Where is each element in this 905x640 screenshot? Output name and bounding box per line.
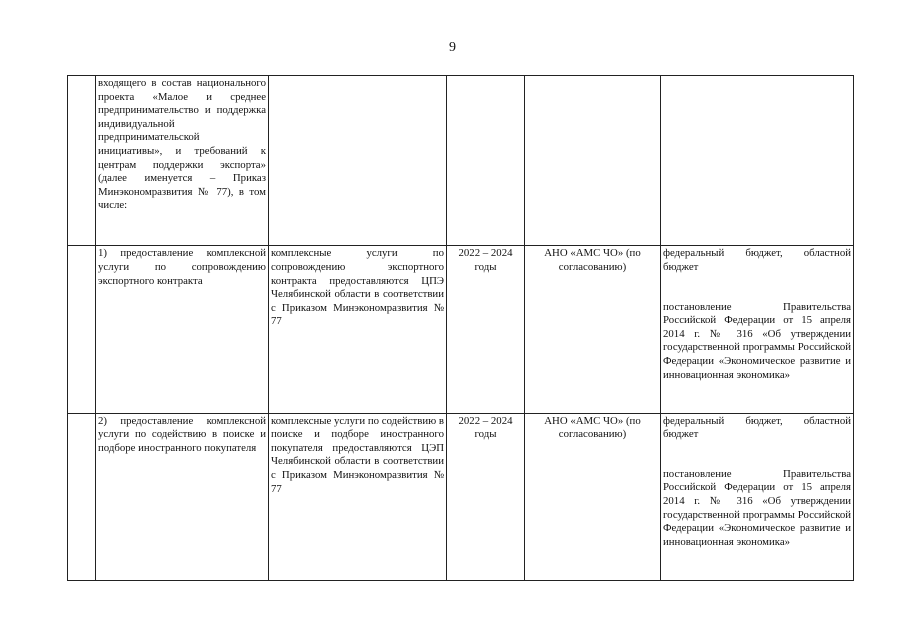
funding-cell [661, 413, 854, 580]
funding-source: федеральный бюджет, областной бюджет [663, 247, 851, 273]
period-cell [447, 76, 525, 246]
funding-cell [661, 246, 854, 413]
table-row [68, 413, 854, 580]
program-table [67, 75, 854, 581]
period-cell: 2022 – 2024 годы [447, 413, 525, 580]
row-number-cell [68, 76, 96, 246]
legal-basis: постановление Правительства Российской Федерации от 15 апреля 2014 г. № 316 «Об утверждении государственной программы Российской Федерации «Экономическое развитие и инновационная экономика» [663, 300, 851, 381]
row-number-cell [68, 413, 96, 580]
period-cell: 2022 – 2024 годы [447, 246, 525, 413]
table-row [68, 246, 854, 413]
page-number: 9 [449, 40, 456, 55]
result-cell: комплексные услуги по сопровождению экспортного контракта предоставляются ЦПЭ Челябинской области в соответствии с Приказом Минэкономразвития № 77 [269, 246, 447, 413]
measure-title-cell: 1) предоставление комплексной услуги по сопровождению экспортного контракта [96, 246, 269, 413]
result-cell: комплексные услуги по содействию в поиске и подборе иностранного покупателя предоставляются ЦЭП Челябинской области в соответствии с Приказом Минэкономразвития № 77 [269, 413, 447, 580]
executor-cell: АНО «АМС ЧО» (по согласованию) [525, 413, 661, 580]
table-row-continuation [68, 76, 854, 246]
legal-basis: постановление Правительства Российской Федерации от 15 апреля 2014 г. № 316 «Об утверждении государственной программы Российской Федерации «Экономическое развитие и инновационная экономика» [663, 467, 851, 548]
executor-cell: АНО «АМС ЧО» (по согласованию) [525, 246, 661, 413]
funding-cell [661, 76, 854, 246]
result-cell [269, 76, 447, 246]
measure-title-cell: 2) предоставление комплексной услуги по содействию в поиске и подборе иностранного покупателя [96, 413, 269, 580]
measure-description-cell: входящего в состав национального проекта «Малое и среднее предпринимательство и поддержка индивидуальной предпринимательской инициативы», и требований к центрам поддержки экспорта» (далее именуется – Приказ Минэкономразвития № 77), в том числе: [96, 76, 269, 246]
funding-source: федеральный бюджет, областной бюджет [663, 414, 851, 441]
executor-cell [525, 76, 661, 246]
row-number-cell [68, 246, 96, 413]
